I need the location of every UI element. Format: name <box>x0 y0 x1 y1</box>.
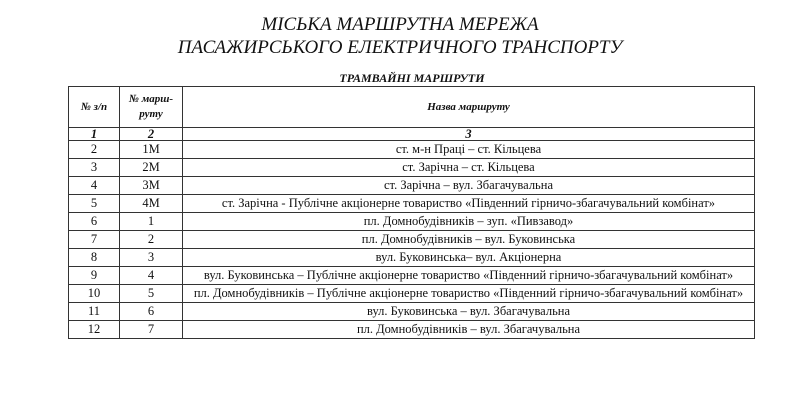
route-number: 1М <box>120 141 183 159</box>
table-row <box>69 267 755 285</box>
route-number: 4 <box>120 267 183 285</box>
table-row <box>69 249 755 267</box>
column-number: 1 <box>69 128 120 141</box>
row-index: 9 <box>69 267 120 285</box>
table-caption: ТРАМВАЙНІ МАРШРУТИ <box>339 71 485 85</box>
row-index: 8 <box>69 249 120 267</box>
header-row <box>69 87 755 128</box>
route-number: 3 <box>120 249 183 267</box>
tram-routes-table <box>68 86 755 339</box>
row-index: 4 <box>69 177 120 195</box>
header-route-name: Назва маршруту <box>183 87 755 128</box>
row-index: 12 <box>69 321 120 339</box>
route-number: 6 <box>120 303 183 321</box>
table-row <box>69 159 755 177</box>
route-name: вул. Буковинська– вул. Акціонерна <box>183 249 755 267</box>
route-name: ст. Зарічна – ст. Кільцева <box>183 159 755 177</box>
route-number: 4М <box>120 195 183 213</box>
table-row <box>69 177 755 195</box>
route-name: пл. Домнобудівників – вул. Буковинська <box>183 231 755 249</box>
row-index: 11 <box>69 303 120 321</box>
route-name: пл. Домнобудівників – Публічне акціонерне товариство «Південний гірничо-збагачувальний комбінат» <box>183 285 755 303</box>
route-number: 2 <box>120 231 183 249</box>
route-number: 3М <box>120 177 183 195</box>
row-index: 7 <box>69 231 120 249</box>
document-title-line-2: ПАСАЖИРСЬКОГО ЕЛЕКТРИЧНОГО ТРАНСПОРТУ <box>177 37 623 58</box>
table-row <box>69 303 755 321</box>
route-name: вул. Буковинська – Публічне акціонерне товариство «Південний гірничо-збагачувальний комбінат» <box>183 267 755 285</box>
route-number: 1 <box>120 213 183 231</box>
table-row <box>69 321 755 339</box>
row-index: 10 <box>69 285 120 303</box>
route-name: пл. Домнобудівників – зуп. «Пивзавод» <box>183 213 755 231</box>
table-row <box>69 231 755 249</box>
column-number-row <box>69 128 755 141</box>
route-name: ст. м-н Праці – ст. Кільцева <box>183 141 755 159</box>
column-number: 3 <box>183 128 755 141</box>
row-index: 5 <box>69 195 120 213</box>
document-title-line-1: МІСЬКА МАРШРУТНА МЕРЕЖА <box>261 14 539 35</box>
route-name: пл. Домнобудівників – вул. Збагачувальна <box>183 321 755 339</box>
route-name: ст. Зарічна - Публічне акціонерне товариство «Південний гірничо-збагачувальний комбінат» <box>183 195 755 213</box>
header-index: № з/п <box>69 87 120 128</box>
route-number: 5 <box>120 285 183 303</box>
row-index: 6 <box>69 213 120 231</box>
route-number: 2М <box>120 159 183 177</box>
header-route-number: № марш-руту <box>120 87 183 128</box>
table-row <box>69 213 755 231</box>
row-index: 3 <box>69 159 120 177</box>
route-name: вул. Буковинська – вул. Збагачувальна <box>183 303 755 321</box>
table-row <box>69 195 755 213</box>
column-number: 2 <box>120 128 183 141</box>
table-row <box>69 285 755 303</box>
route-name: ст. Зарічна – вул. Збагачувальна <box>183 177 755 195</box>
row-index: 2 <box>69 141 120 159</box>
table-row <box>69 141 755 159</box>
route-number: 7 <box>120 321 183 339</box>
